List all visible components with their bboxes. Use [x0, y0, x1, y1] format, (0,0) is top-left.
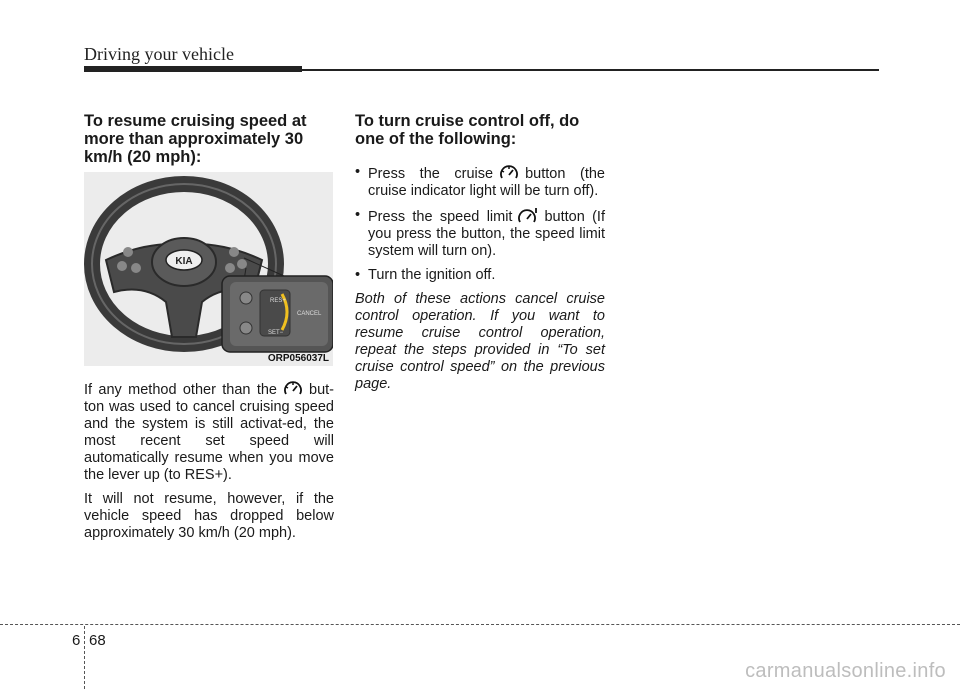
- list-item: [355, 164, 605, 200]
- svg-text:KIA: KIA: [175, 256, 193, 267]
- chapter-number: 6: [72, 632, 81, 649]
- page-number: 68: [89, 632, 106, 649]
- cruise-off-heading: To turn cruise control off, do one of the following:: [355, 112, 580, 148]
- not-resume-paragraph: It will not resume, however, if the vehicle speed has dropped below approximately 30 km/h (20 mph).: [84, 491, 334, 541]
- note-paragraph: Both of these actions cancel cruise control operation. If you want to resume cruise control operation, repeat the steps provided in “To set cruise control speed” on the previous page.: [355, 291, 605, 392]
- para1-before: If any method other than the: [84, 382, 277, 398]
- header-rule-thick: [84, 66, 302, 72]
- watermark: carmanualsonline.info: [745, 660, 946, 682]
- list-item: [355, 207, 605, 260]
- footer-divider: [84, 626, 85, 689]
- bullet-text: Press the speed limit: [368, 209, 513, 225]
- bullet-text: button (If you press the button, the speed limit system will turn on).: [368, 209, 605, 259]
- footer-rule: [0, 624, 960, 625]
- bullet-text: Press the cruise: [368, 166, 494, 182]
- cruise-icon: [283, 380, 303, 398]
- section-title: Driving your vehicle: [84, 44, 234, 64]
- steering-wheel-figure: [84, 172, 333, 366]
- right-column: [355, 112, 605, 393]
- resume-paragraph: [84, 380, 334, 484]
- bullet-text: button (the cruise indicator light will be turn off).: [368, 166, 605, 199]
- figure-code: ORP056037L: [267, 353, 329, 364]
- header-rule-thin: [300, 69, 879, 71]
- cruise-icon: [499, 164, 519, 182]
- steering-wheel-illustration: [84, 172, 333, 366]
- resume-heading: To resume cruising speed at more than approximately 30 km/h (20 mph):: [84, 112, 307, 166]
- speed-limit-icon: [518, 207, 538, 225]
- left-body: [84, 380, 334, 549]
- para1-after: but-ton was used to cancel cruising speed and the system is still activat-ed, the most recent set speed will automatically resume when you move the lever up (to RES+).: [84, 382, 334, 483]
- cruise-off-list: [355, 164, 605, 284]
- res-label: RES+: [270, 298, 286, 304]
- list-item: • Turn the ignition off.: [355, 267, 605, 284]
- set-label: SET−: [268, 330, 284, 336]
- cancel-label: CANCEL: [297, 311, 322, 317]
